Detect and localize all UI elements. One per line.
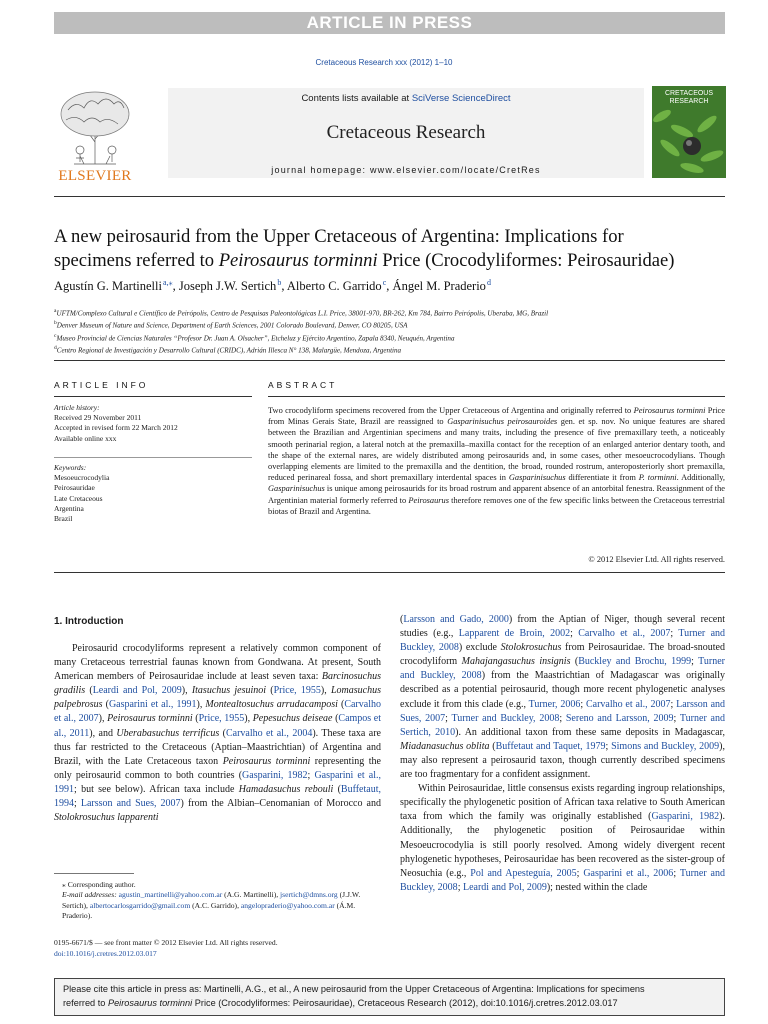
citation-line-2-pre: referred to (63, 997, 108, 1008)
email-addresses: E-mail addresses: agustin_martinelli@yahoo.com.ar (A.G. Martinelli), jsertich@dmns.org (J.J.W. Sertich), albertocarlosgarrido@gmail.com (A.C. Garrido), angelopraderio@yahoo.com.ar (Á.M. Praderio). (62, 890, 361, 920)
footnote-rule (54, 873, 134, 874)
affiliation (54, 343, 734, 355)
affiliations (54, 306, 734, 356)
author-name[interactable]: Ángel M. Praderio (392, 279, 486, 294)
issn-doi (54, 937, 454, 959)
citation-line-2-post: Price (Crocodyliformes: Peirosauridae), Cretaceous Research (2012), doi:10.1016/j.cretres.2012.03.017 (192, 997, 618, 1008)
doi-link[interactable]: doi:10.1016/j.cretres.2012.03.017 (54, 949, 157, 958)
cite-this-article-box (54, 978, 725, 1016)
author-affil-marker[interactable]: b (277, 278, 282, 287)
keyword: Argentina (54, 503, 84, 513)
contents-prefix: Contents lists available at (301, 93, 412, 104)
title-line-2-species: Peirosaurus torminni (218, 250, 378, 271)
title-line-2-post: Price (Crocodyliformes: Peirosauridae) (377, 250, 675, 271)
keyword: Peirosauridae (54, 483, 95, 493)
abstract-copyright: © 2012 Elsevier Ltd. All rights reserved. (588, 555, 725, 564)
author-affil-marker[interactable]: c (382, 278, 387, 287)
elsevier-wordmark: ELSEVIER (58, 168, 132, 184)
affil-text: Centro Regional de Investigación y Desarrollo Cultural (CRIDC), Adrián Illesca N° 138, Malargüe, Mendoza, Argentina (56, 346, 402, 355)
history-label: Article history: (54, 403, 100, 412)
author-affil-marker[interactable]: d (486, 278, 491, 287)
author-name[interactable]: Agustín G. Martinelli (54, 279, 162, 294)
citation-line-2-species: Peirosaurus torminni (107, 997, 193, 1008)
author-name[interactable]: Alberto C. Garrido (286, 279, 382, 294)
history-received: Received 29 November 2011 (54, 413, 142, 423)
keywords-label: Keywords: (54, 463, 87, 472)
affiliation (54, 318, 734, 330)
affiliation (54, 306, 734, 318)
footnote (54, 880, 381, 921)
affil-text: UFTM/Complexo Cultural e Científico de Peirópolis, Centro de Pesquisas Paleontológicas L.I. Price, 38001-970, BR-262, Km 784, Bairro Peirópolis, Uberaba, MG, Brazil (56, 309, 549, 318)
issn-line: 0195-6671/$ — see front matter © 2012 Elsevier Ltd. All rights reserved. (54, 938, 278, 947)
keyword: Late Cretaceous (54, 493, 103, 503)
article-info-label: ARTICLE INFO (54, 380, 149, 390)
abstract-text: Two crocodyliform specimens recovered from the Upper Cretaceous of Argentina and originally referred to Peirosaurus torminni Price from Minas Gerais State, Brazil are reassigned to Gasparinisuchus peirosauroides gen. et sp. nov. No unique features are shared between the Brazilian and Argentinian specimens and many traits, including the presence of five premaxillary teeth, a noticeably smooth perinarial region, a lateral notch at the premaxilla–maxilla contact for the reception of an enlarged anterior dentary tooth, and the shape of the external nares, are widely distributed among peirosaurids and, in some cases, other mesoeucrocodylians. Though overlapping elements are limited to the premaxilla and the dentition, the broad, rounded rostrum, anteroposteriorly short premaxilla, reduced perinareal fossa, and short premaxillary interdental spaces in Gasparinisuchus differentiate it from P. torminni. Additionally, Gasparinisuchus is unique among peirosaurids for its broad rostrum and apparent absence of an antorbital fenestra. Reassignment of the Argentinian material formerly referred to Peirosaurus therefore removes one of the few specific links between the Cretaceous terrestrial biotas of Brazil and Argentina. (268, 406, 725, 516)
history-online: Available online xxx (54, 433, 117, 443)
affil-sup: a (54, 308, 57, 314)
title-line-1: A new peirosaurid from the Upper Cretaceous of Argentina: Implications for (54, 226, 624, 247)
article-title (54, 225, 734, 273)
journal-homepage[interactable]: journal homepage: www.elsevier.com/locate/CretRes (271, 165, 541, 175)
citation-line-2 (63, 997, 716, 1011)
header-rule (54, 196, 725, 197)
journal-citation-link[interactable]: Cretaceous Research xxx (2012) 1–10 (315, 58, 453, 67)
abstract-label-rule (268, 396, 725, 397)
cover-title: CRETACEOUS RESEARCH (664, 90, 714, 105)
affil-sup: d (54, 345, 57, 352)
title-line-2 (54, 249, 734, 273)
info-mid-rule (54, 457, 252, 458)
sciverse-link[interactable]: SciVerse ScienceDirect (411, 93, 511, 104)
author-name[interactable]: Joseph J.W. Sertich (178, 279, 277, 294)
email-label: E-mail addresses: (62, 890, 117, 900)
info-top-rule (54, 360, 725, 361)
keywords (54, 463, 252, 524)
affil-text: Museo Provincial de Ciencias Naturales “Profesor Dr. Juan A. Olsacher”, Etcheluz y Ejército Argentino, Zapala 8340, Neuquén, Argentina (56, 334, 455, 343)
introduction-heading: 1. Introduction (54, 616, 124, 627)
title-line-2-pre: specimens referred to (54, 250, 219, 271)
abstract-label: ABSTRACT (268, 380, 338, 390)
journal-name: Cretaceous Research (326, 122, 486, 143)
keyword: Mesoeucrocodylia (54, 473, 110, 483)
corresponding-author: ⁎ Corresponding author. (62, 880, 136, 889)
right-column-text: (Larsson and Gado, 2000) from the Aptian of Niger, though several recent studies (e.g., Lapparent de Broin, 2002; Carvalho et al., 2007; Turner and Buckley, 2008) exclude Stolokrosuchus from Peirosauridae. The broad-snouted crocodyliform Mahajangasuchus insignis (Buckley and Brochu, 1999; Turner and Buckley, 2008) from the Maastrichtian of Madagascar was originally described as a potential peirosaurid, though more recent phylogenetic analyses exclude it from this clade (e.g., Turner, 2006; Carvalho et al., 2007; Larsson and Sues, 2007; Turner and Buckley, 2008; Sereno and Larsson, 2009; Turner and Sertich, 2010). An additional taxon from these same deposits in Madagascar, Miadanasuchus oblita (Buffetaut and Taquet, 1979; Simons and Buckley, 2009), may also represent a peirosaurid taxon, though currently described specimens are too fragmentary for a confident assignment. Within Peirosauridae, little consensus exists regarding ingroup relationships, specifically the phylogenetic position of African taxa relative to South American taxa from which the family was originally established (Gasparini, 1982). Additionally, the phylogenetic position of Peirosauridae within Mesoeucrocodylia is still poorly resolved. Among widely divergent recent phylogenetic hypotheses, Peirosauridae has been recovered as the sister-group of Neosuchia (e.g., Pol and Apesteguía, 2005; Gasparini et al., 2006; Turner and Buckley, 2008; Leardi and Pol, 2009); nested within the clade (400, 614, 726, 893)
affiliation (54, 331, 734, 343)
info-label-rule (54, 396, 252, 397)
author-list: Agustín G. Martinelli $^{a,⁎}$, Joseph J.W. Sertich $^b$, Alberto C. Garrido $^c$, Ángel M. Praderio $^d$ (54, 278, 491, 294)
abstract-bottom-rule (54, 572, 725, 573)
affil-sup: c (54, 332, 57, 339)
citation-line-1: Please cite this article in press as: Martinelli, A.G., et al., A new peirosaurid from the Upper Cretaceous of Argentina: Implications for specimens (63, 984, 645, 994)
article-in-press-banner: ARTICLE IN PRESS (54, 12, 725, 34)
left-column-text: Peirosaurid crocodyliforms represent a relatively common component of many Cretaceous terrestrial faunas known from Gondwana. At present, South American members of Peirosauridae include at least seven taxa: Barcinosuchus gradilis (Leardi and Pol, 2009), Itasuchus jesuinoi (Price, 1955), Lomasuchus palpebrosus (Gasparini et al., 1991), Montealtosuchus arrudacamposi (Carvalho et al., 2007), Peirosaurus torminni (Price, 1955), Pepesuchus deiseae (Campos et al., 2011), and Uberabasuchus terrificus (Carvalho et al., 2004). These taxa are thus far restricted to the Cretaceous (Aptian–Maastrichtian) of Argentina and Brazil, with the Late Cretaceous taxon Peirosaurus torminni representing the only peirosaurid common to both countries (Gasparini, 1982; Gasparini et al., 1991; but see below). African taxa include Hamadasuchus rebouli (Buffetaut, 1994; Larsson and Sues, 2007) from the Albian–Cenomanian of Morocco and Stolokrosuchus lapparenti (54, 643, 382, 824)
keyword: Brazil (54, 514, 73, 524)
affil-text: Denver Museum of Nature and Science, Department of Earth Sciences, 2001 Colorado Boulevard, Denver, CO 80205, USA (56, 321, 408, 330)
affil-sup: b (54, 320, 57, 327)
article-history (54, 403, 252, 444)
contents-available-line (168, 93, 644, 104)
history-accepted: Accepted in revised form 22 March 2012 (54, 423, 178, 433)
author-affil-marker[interactable]: a,⁎ (163, 278, 173, 287)
